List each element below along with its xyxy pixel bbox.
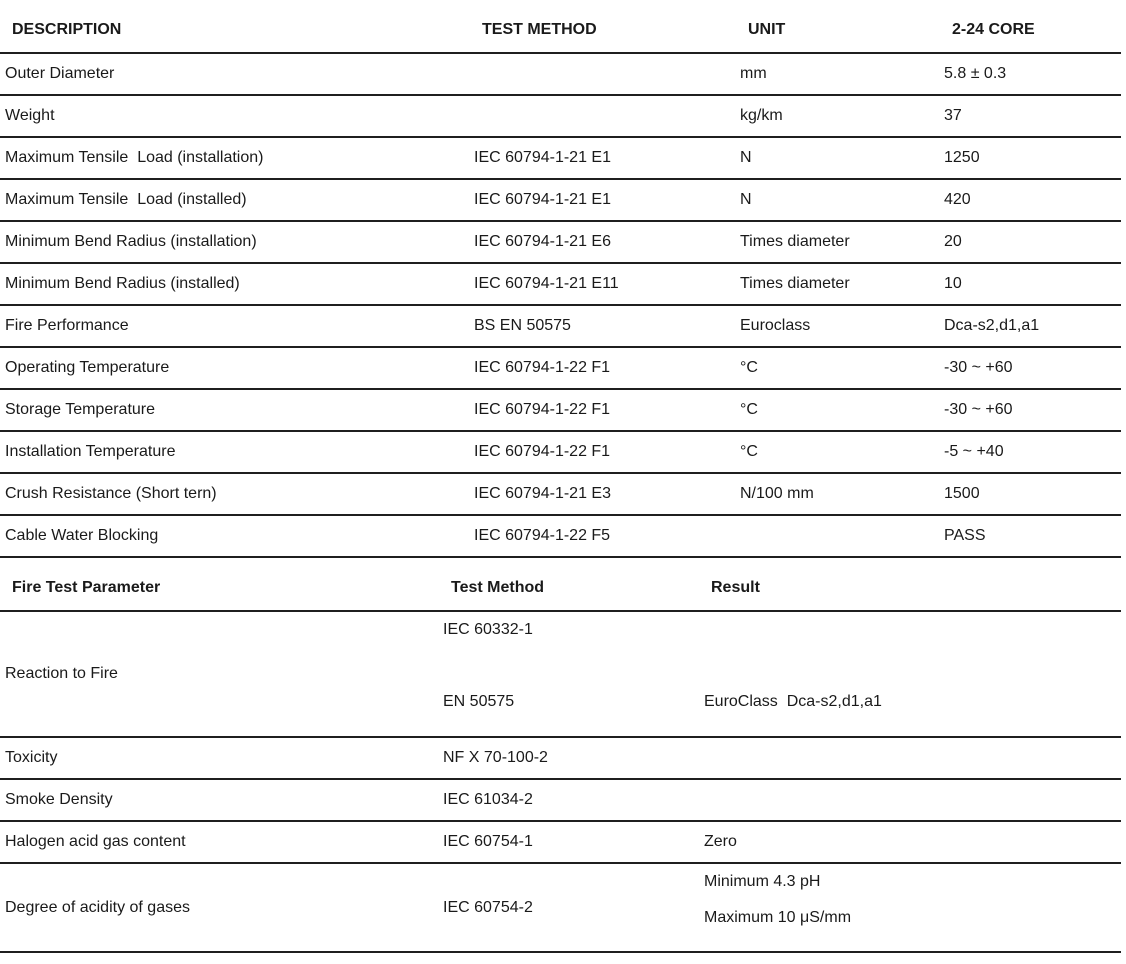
row-test-method: IEC 60794-1-21 E1 bbox=[474, 191, 611, 208]
row-divider bbox=[0, 220, 1121, 222]
row-divider bbox=[0, 736, 1121, 738]
row-value: 420 bbox=[944, 191, 971, 208]
row-test-method: IEC 61034-2 bbox=[443, 791, 533, 808]
row-result: Minimum 4.3 pH bbox=[704, 873, 821, 890]
row-divider bbox=[0, 556, 1121, 558]
row-value: 5.8 ± 0.3 bbox=[944, 65, 1007, 82]
row-test-method: IEC 60794-1-21 E6 bbox=[474, 233, 611, 250]
row-description: Operating Temperature bbox=[5, 359, 170, 376]
row-description: Weight bbox=[5, 107, 55, 124]
row-test-method: NF X 70-100-2 bbox=[443, 749, 548, 766]
row-unit: °C bbox=[740, 443, 758, 460]
row-value: 20 bbox=[944, 233, 962, 250]
row-description: Outer Diameter bbox=[5, 65, 115, 82]
row-divider bbox=[0, 778, 1121, 780]
row-value: PASS bbox=[944, 527, 986, 544]
row-divider bbox=[0, 388, 1121, 390]
row-unit: °C bbox=[740, 359, 758, 376]
row-parameter: Degree of acidity of gases bbox=[5, 899, 190, 916]
header-core: 2-24 CORE bbox=[952, 21, 1035, 38]
row-divider bbox=[0, 346, 1121, 348]
row-result: Zero bbox=[704, 833, 737, 850]
row-divider bbox=[0, 862, 1121, 864]
header-result: Result bbox=[711, 579, 760, 596]
row-test-method: IEC 60794-1-21 E11 bbox=[474, 275, 619, 292]
row-unit: Euroclass bbox=[740, 317, 811, 334]
row-description: Storage Temperature bbox=[5, 401, 156, 418]
row-divider bbox=[0, 178, 1121, 180]
row-unit: N/100 mm bbox=[740, 485, 814, 502]
row-result: Maximum 10 μS/mm bbox=[704, 909, 852, 926]
row-value: 10 bbox=[944, 275, 962, 292]
row-divider bbox=[0, 820, 1121, 822]
row-test-method: IEC 60794-1-22 F1 bbox=[474, 401, 611, 418]
row-divider bbox=[0, 951, 1121, 953]
row-divider bbox=[0, 472, 1121, 474]
row-value: 37 bbox=[944, 107, 962, 124]
row-unit: N bbox=[740, 149, 752, 166]
row-description: Fire Performance bbox=[5, 317, 129, 334]
header-unit: UNIT bbox=[748, 21, 786, 38]
header-fire-test-method: Test Method bbox=[451, 579, 545, 596]
row-description: Installation Temperature bbox=[5, 443, 176, 460]
row-value: 1500 bbox=[944, 485, 980, 502]
row-test-method: IEC 60794-1-21 E1 bbox=[474, 149, 611, 166]
row-value: Dca-s2,d1,a1 bbox=[944, 317, 1040, 334]
row-description: Crush Resistance (Short tern) bbox=[5, 485, 217, 502]
row-test-method: IEC 60794-1-22 F5 bbox=[474, 527, 611, 544]
row-unit: mm bbox=[740, 65, 767, 82]
row-parameter: Reaction to Fire bbox=[5, 665, 118, 682]
row-value: -30 ~ +60 bbox=[944, 401, 1013, 418]
row-value: -30 ~ +60 bbox=[944, 359, 1013, 376]
header-fire-test-parameter: Fire Test Parameter bbox=[12, 579, 161, 596]
row-description: Maximum Tensile Load (installation) bbox=[5, 149, 264, 166]
row-unit: °C bbox=[740, 401, 758, 418]
row-divider bbox=[0, 514, 1121, 516]
row-divider bbox=[0, 610, 1121, 612]
row-value: -5 ~ +40 bbox=[944, 443, 1004, 460]
row-divider bbox=[0, 304, 1121, 306]
row-unit: kg/km bbox=[740, 107, 783, 124]
row-test-method: IEC 60794-1-22 F1 bbox=[474, 443, 611, 460]
row-test-method: IEC 60794-1-21 E3 bbox=[474, 485, 611, 502]
row-test-method: IEC 60754-1 bbox=[443, 833, 533, 850]
row-unit: Times diameter bbox=[740, 233, 850, 250]
row-parameter: Smoke Density bbox=[5, 791, 113, 808]
row-test-method: IEC 60754-2 bbox=[443, 899, 533, 916]
row-result: EuroClass Dca-s2,d1,a1 bbox=[704, 693, 882, 710]
row-test-method: IEC 60332-1 bbox=[443, 621, 533, 638]
row-value: 1250 bbox=[944, 149, 980, 166]
row-description: Minimum Bend Radius (installed) bbox=[5, 275, 240, 292]
row-unit: N bbox=[740, 191, 752, 208]
row-parameter: Halogen acid gas content bbox=[5, 833, 186, 850]
row-description: Minimum Bend Radius (installation) bbox=[5, 233, 257, 250]
row-unit: Times diameter bbox=[740, 275, 850, 292]
row-test-method: BS EN 50575 bbox=[474, 317, 571, 334]
row-description: Cable Water Blocking bbox=[5, 527, 159, 544]
header-test-method: TEST METHOD bbox=[482, 21, 597, 38]
row-test-method: EN 50575 bbox=[443, 693, 515, 710]
header-description: DESCRIPTION bbox=[12, 21, 122, 38]
row-parameter: Toxicity bbox=[5, 749, 58, 766]
row-divider bbox=[0, 52, 1121, 54]
row-divider bbox=[0, 430, 1121, 432]
row-test-method: IEC 60794-1-22 F1 bbox=[474, 359, 611, 376]
row-divider bbox=[0, 136, 1121, 138]
row-divider bbox=[0, 94, 1121, 96]
row-description: Maximum Tensile Load (installed) bbox=[5, 191, 247, 208]
row-divider bbox=[0, 262, 1121, 264]
